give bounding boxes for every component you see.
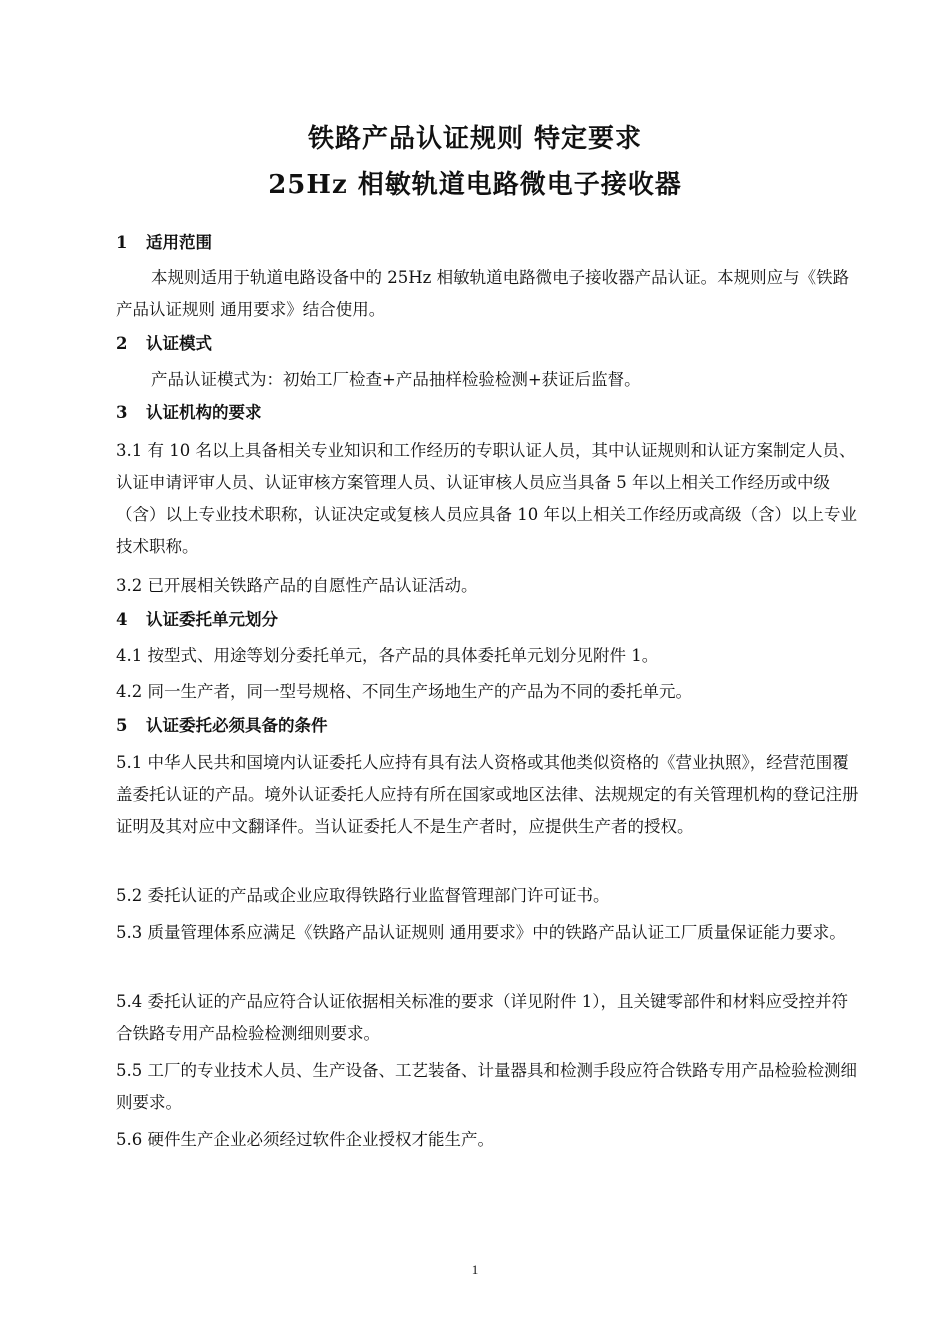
clause-4-2: 4.2 同一生产者，同一型号规格、不同生产场地生产的产品为不同的委托单元。 [116, 682, 692, 701]
page-number: 1 [471, 1262, 479, 1277]
section-5-number: 5 [116, 716, 128, 735]
clause-5-3: 5.3 质量管理体系应满足《铁路产品认证规则 通用要求》中的铁路产品认证工厂质量保证能力要求。 [116, 923, 846, 942]
section-2-text: 产品认证模式为：初始工厂检查+产品抽样检验检测+获证后监督。 [151, 370, 641, 389]
clause-4-1: 4.1 按型式、用途等划分委托单元，各产品的具体委托单元划分见附件 1。 [116, 646, 659, 665]
section-5-heading [116, 710, 861, 742]
section-4-number: 4 [116, 610, 128, 629]
document-title: 铁路产品认证规则 特定要求 [307, 124, 643, 154]
clause-5-2: 5.2 委托认证的产品或企业应取得铁路行业监督管理部门许可证书。 [116, 886, 610, 905]
section-1-title: 适用范围 [146, 233, 212, 252]
section-3-title: 认证机构的要求 [146, 403, 262, 422]
clause-5-1: 5.1 中华人民共和国境内认证委托人应持有具有法人资格或其他类似资格的《营业执照》，经营范围覆盖委托认证的产品。境外认证委托人应持有所在国家或地区法律、法规规定的有关管理机构的登记注册证明及其对应中文翻译件。当认证委托人不是生产者时，应提供生产者的授权。 [116, 753, 859, 836]
document-subtitle: 25Hz 相敏轨道电路微电子接收器 [268, 170, 682, 200]
section-1-text: 本规则适用于轨道电路设备中的 25Hz 相敏轨道电路微电子接收器产品认证。本规则应与《铁路产品认证规则 通用要求》结合使用。 [116, 268, 850, 319]
section-2-title: 认证模式 [146, 334, 212, 353]
section-2-heading [116, 328, 861, 360]
clause-3-1: 3.1 有 10 名以上具备相关专业知识和工作经历的专职认证人员，其中认证规则和认证方案制定人员、认证申请评审人员、认证审核方案管理人员、认证审核人员应当具备 5 年以上相关工作经历或中级（含）以上专业技术职称，认证决定或复核人员应具备 10 年以上相关工作经历或高级（含）以上专业技术职称。 [116, 441, 857, 556]
section-3-number: 3 [116, 403, 128, 422]
section-1-number: 1 [116, 233, 128, 252]
section-1-heading [116, 227, 861, 259]
clause-5-5: 5.5 工厂的专业技术人员、生产设备、工艺装备、计量器具和检测手段应符合铁路专用产品检验检测细则要求。 [116, 1061, 857, 1112]
section-4-heading [116, 604, 861, 636]
clause-5-6: 5.6 硬件生产企业必须经过软件企业授权才能生产。 [116, 1130, 494, 1149]
section-2-number: 2 [116, 334, 128, 353]
section-5-title: 认证委托必须具备的条件 [146, 716, 328, 735]
clause-5-4: 5.4 委托认证的产品应符合认证依据相关标准的要求（详见附件 1），且关键零部件和材料应受控并符合铁路专用产品检验检测细则要求。 [116, 992, 848, 1043]
section-4-title: 认证委托单元划分 [146, 610, 278, 629]
section-3-heading [116, 397, 861, 429]
clause-3-2: 3.2 已开展相关铁路产品的自愿性产品认证活动。 [116, 576, 478, 595]
